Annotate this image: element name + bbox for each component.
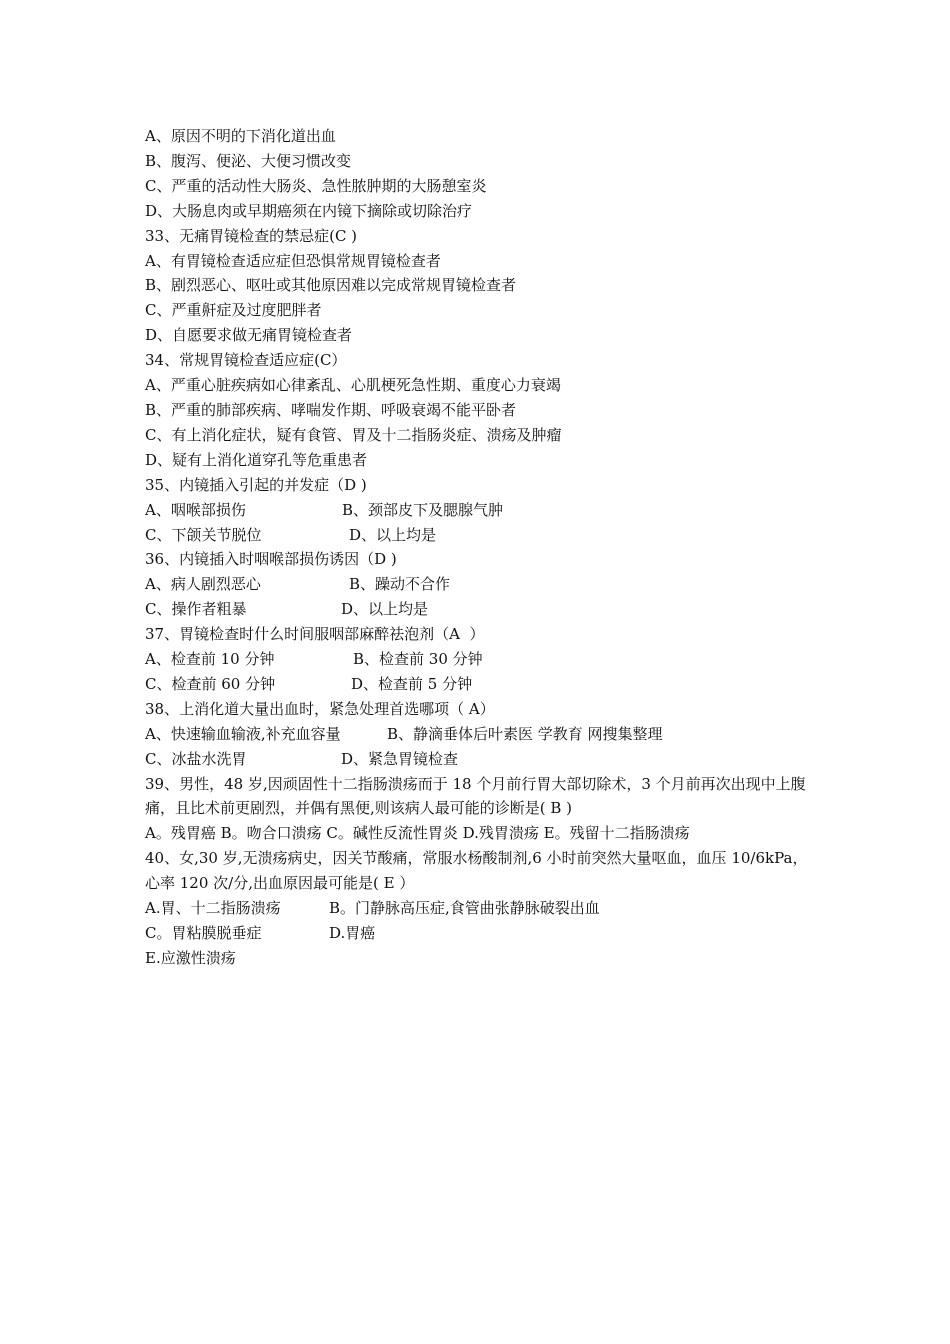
option-row <box>145 597 810 622</box>
option-line: D、自愿要求做无痛胃镜检查者 <box>145 326 353 345</box>
option-d: D、紧急胃镜检查 <box>341 749 459 768</box>
option-line: C、严重鼾症及过度肥胖者 <box>145 301 322 320</box>
question-38: 38、上消化道大量出血时，紧急处理首选哪项（ A） <box>145 699 495 718</box>
option-c: C、下颌关节脱位 <box>145 525 262 544</box>
option-d: D、以上均是 <box>341 600 429 619</box>
option-line: B、腹泻、便泌、大便习惯改变 <box>145 151 352 170</box>
option-line: C、有上消化症状，疑有食管、胃及十二指肠炎症、溃疡及肿瘤 <box>145 425 562 444</box>
option-c: C、冰盐水洗胃 <box>145 749 247 768</box>
option-row <box>145 896 810 921</box>
option-row <box>145 572 810 597</box>
option-c: C、检查前 60 分钟 <box>145 674 276 693</box>
option-c: C、操作者粗暴 <box>145 600 247 619</box>
option-line: D、大肠息肉或早期癌须在内镜下摘除或切除治疗 <box>145 201 473 220</box>
option-d: D.胃癌 <box>329 924 376 942</box>
option-row <box>145 722 810 747</box>
option-b: B。门静脉高压症,食管曲张静脉破裂出血 <box>329 899 600 918</box>
option-line: A、原因不明的下消化道出血 <box>145 127 336 145</box>
option-row <box>145 647 810 672</box>
option-d: D、以上均是 <box>349 525 437 544</box>
option-row <box>145 921 810 946</box>
option-d: D、检查前 5 分钟 <box>351 674 473 693</box>
option-e: E.应激性溃疡 <box>145 948 236 967</box>
option-line: A、有胃镜检查适应症但恐惧常规胃镜检查者 <box>145 251 441 270</box>
question-40: 40、女,30 岁,无溃疡病史，因关节酸痛，常服水杨酸制剂,6 小时前突然大量呕血，血压 10/6kPa，心率 120 次/分,出血原因最可能是( E ） <box>145 849 808 893</box>
option-row <box>145 672 810 697</box>
option-b: B、检查前 30 分钟 <box>353 650 483 669</box>
option-row <box>145 747 810 772</box>
option-c: C。胃粘膜脱垂症 <box>145 924 262 942</box>
question-39-options: A。残胃癌 B。吻合口溃疡 C。碱性反流性胃炎 D.残胃溃疡 E。残留十二指肠溃疡 <box>145 824 690 843</box>
question-37: 37、胃镜检查时什么时间服咽部麻醉祛泡剂（A ） <box>145 625 485 644</box>
option-b: B、躁动不合作 <box>349 575 451 594</box>
option-line: C、严重的活动性大肠炎、急性脓肿期的大肠憩室炎 <box>145 176 487 195</box>
option-b: B、颈部皮下及腮腺气肿 <box>342 500 504 519</box>
option-line: A、严重心脏疾病如心律紊乱、心肌梗死急性期、重度心力衰竭 <box>145 376 561 395</box>
option-a: A、咽喉部损伤 <box>145 500 246 519</box>
option-a: A、病人剧烈恶心 <box>145 575 261 594</box>
option-a: A、快速输血输液,补充血容量 <box>145 724 341 743</box>
option-row <box>145 498 810 523</box>
question-36: 36、内镜插入时咽喉部损伤诱因（D ) <box>145 550 397 569</box>
option-b: B、静滴垂体后叶素医 学教育 网搜集整理 <box>387 724 663 743</box>
question-34: 34、常规胃镜检查适应症(C） <box>145 351 347 370</box>
option-line: D、疑有上消化道穿孔等危重患者 <box>145 450 368 469</box>
option-line: B、剧烈恶心、呕吐或其他原因难以完成常规胃镜检查者 <box>145 276 517 295</box>
question-33: 33、无痛胃镜检查的禁忌症(C ) <box>145 226 358 245</box>
option-a: A.胃、十二指肠溃疡 <box>145 899 281 918</box>
question-35: 35、内镜插入引起的并发症（D ) <box>145 475 367 494</box>
question-39: 39、男性，48 岁,因顽固性十二指肠溃疡而于 18 个月前行胃大部切除术，3 个月前再次出现中上腹痛，且比术前更剧烈，并偶有黑便,则该病人最可能的诊断是( B ) <box>145 774 806 818</box>
option-line: B、严重的肺部疾病、哮喘发作期、呼吸衰竭不能平卧者 <box>145 400 517 419</box>
document-body <box>145 124 810 971</box>
option-row <box>145 523 810 548</box>
option-a: A、检查前 10 分钟 <box>145 650 275 669</box>
